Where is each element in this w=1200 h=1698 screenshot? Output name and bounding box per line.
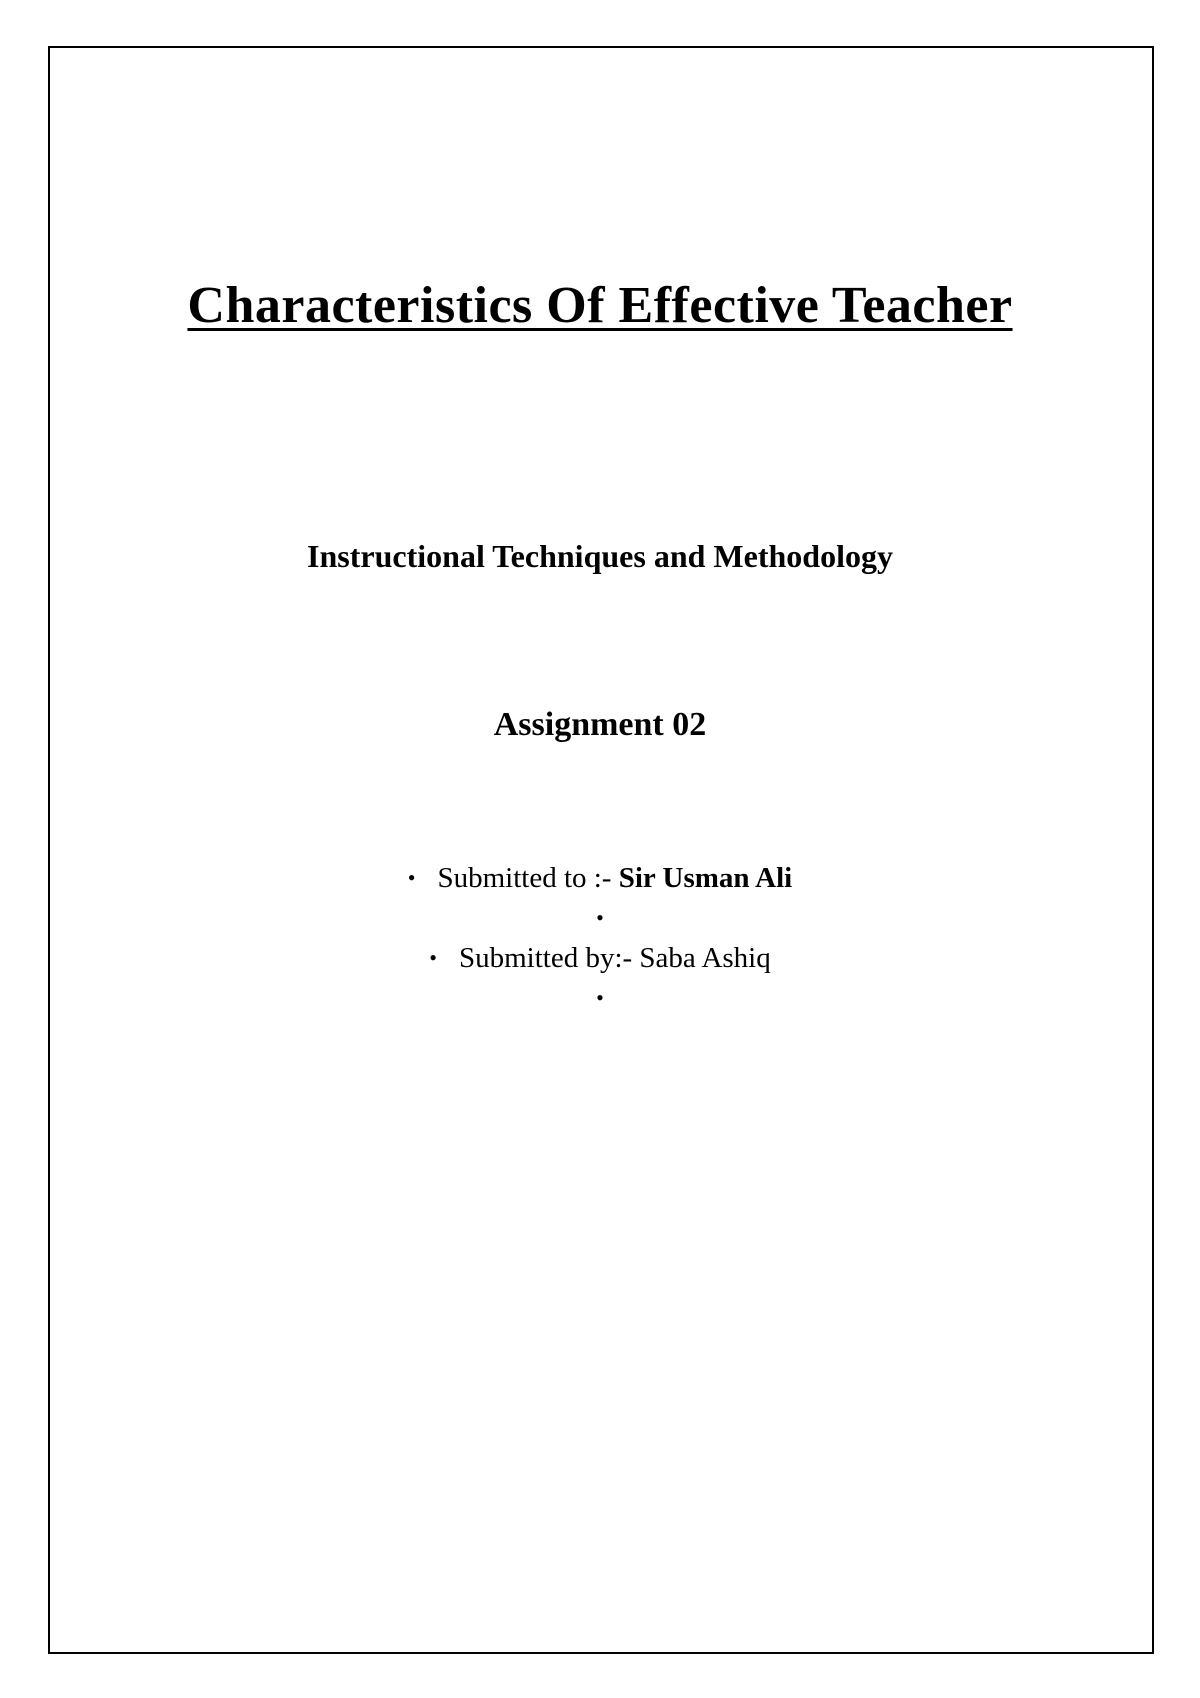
bullet-icon: • bbox=[429, 945, 437, 971]
submitted-to-label: Submitted to :- bbox=[437, 862, 619, 894]
document-title: Characteristics Of Effective Teacher bbox=[187, 277, 1013, 334]
submitted-to-name: Sir Usman Ali bbox=[618, 862, 793, 894]
list-item-submitted-by bbox=[0, 938, 1200, 978]
assignment-label: Assignment 02 bbox=[493, 706, 707, 743]
bullet-icon: • bbox=[407, 865, 416, 891]
list-item-empty bbox=[0, 898, 1200, 938]
bullet-icon: • bbox=[596, 985, 604, 1011]
submitted-by-name: Saba Ashiq bbox=[639, 942, 771, 974]
list-item-empty bbox=[0, 978, 1200, 1018]
submission-list bbox=[0, 858, 1200, 1018]
bullet-icon: • bbox=[596, 905, 604, 931]
submitted-by-label: Submitted by:- bbox=[458, 942, 640, 974]
course-name: Instructional Techniques and Methodology bbox=[307, 538, 893, 574]
list-item-submitted-to bbox=[0, 858, 1200, 898]
